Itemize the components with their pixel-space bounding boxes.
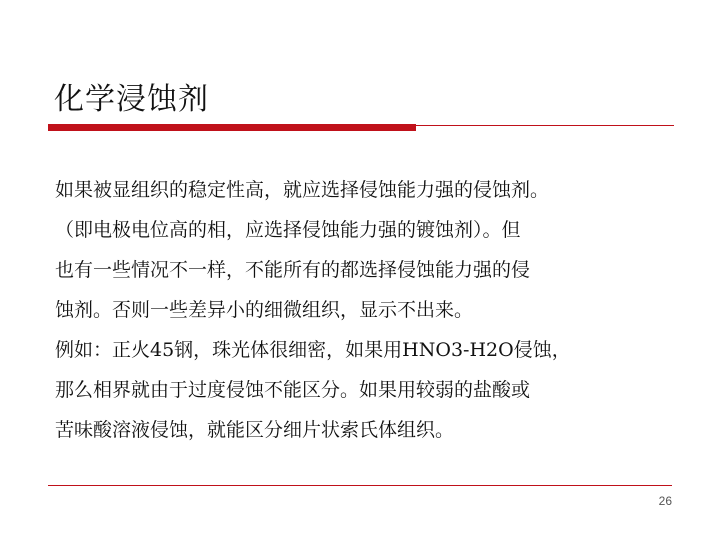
body-line: 苦味酸溶液侵蚀，就能区分细片状索氏体组织。 xyxy=(55,419,455,441)
title-rule-thin xyxy=(416,125,674,126)
body-line: 那么相界就由于过度侵蚀不能区分。如果用较弱的盐酸或 xyxy=(55,379,531,401)
body-line: 如果被显组织的稳定性高，就应选择侵蚀能力强的侵蚀剂。 xyxy=(55,179,550,201)
body-line: 例如：正火45钢，珠光体很细密，如果用HNO3-H2O侵蚀， xyxy=(55,339,571,361)
title-rule-thick xyxy=(48,124,416,131)
body-line: 也有一些情况不一样，不能所有的都选择侵蚀能力强的侵 xyxy=(55,259,531,281)
body-line: 蚀剂。否则一些差异小的细微组织，显示不出来。 xyxy=(55,299,474,321)
footer-rule xyxy=(48,485,672,486)
slide-title: 化学浸蚀剂 xyxy=(54,82,209,117)
body-line: （即电极电位高的相，应选择侵蚀能力强的镀蚀剂）。但 xyxy=(55,219,521,241)
page-number: 26 xyxy=(658,494,672,508)
slide-body xyxy=(55,170,675,450)
